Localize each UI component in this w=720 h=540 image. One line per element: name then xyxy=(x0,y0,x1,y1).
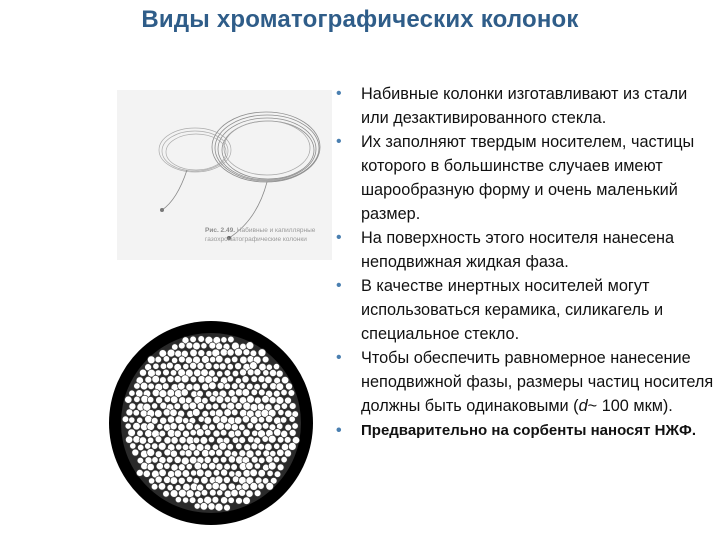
bullet-text-suffix: ~ 100 мкм). xyxy=(587,397,673,415)
bullet-text xyxy=(361,349,713,415)
bullet-item xyxy=(336,226,714,274)
bullet-item xyxy=(336,82,714,130)
bullet-marker: • xyxy=(336,277,342,294)
bullet-marker: • xyxy=(336,422,342,439)
slide-title: Виды хроматографических колонок xyxy=(141,6,579,33)
packed-column-cross-section xyxy=(106,318,316,528)
bullet-marker: • xyxy=(336,133,342,150)
bullet-text: В качестве инертных носителей могут использоваться керамика, силикагель и специальное стекло. xyxy=(361,277,664,343)
bullet-item xyxy=(336,346,714,418)
figure-caption xyxy=(205,226,325,244)
bullet-list xyxy=(336,82,714,442)
figure-caption-text: Набивные и капиллярные газохроматографические колонки xyxy=(205,227,316,243)
bullet-marker: • xyxy=(336,229,342,246)
bullet-item xyxy=(336,130,714,226)
bullet-text-prefix: Чтобы обеспечить равномерное нанесение неподвижной фазы, размеры частиц носителя должны быть одинаковыми ( xyxy=(361,349,714,415)
bullet-marker: • xyxy=(336,85,342,102)
bullet-marker: • xyxy=(336,349,342,366)
bullet-text: Предварительно на сорбенты наносят НЖФ. xyxy=(361,422,697,439)
bullet-text: Набивные колонки изготавливают из стали или дезактивированного стекла. xyxy=(361,85,688,127)
bullet-text: Их заполняют твердым носителем, частицы которого в большинстве случаев имеют шарообразную форму и очень маленький размер. xyxy=(361,133,695,223)
bullet-text-var: d xyxy=(578,397,588,415)
column-photo xyxy=(117,90,332,260)
bullet-item xyxy=(336,274,714,346)
bullet-item xyxy=(336,420,714,442)
bullet-text: На поверхность этого носителя нанесена неподвижная жидкая фаза. xyxy=(361,229,675,271)
figure-caption-label: Рис. 2.49. xyxy=(205,227,236,234)
